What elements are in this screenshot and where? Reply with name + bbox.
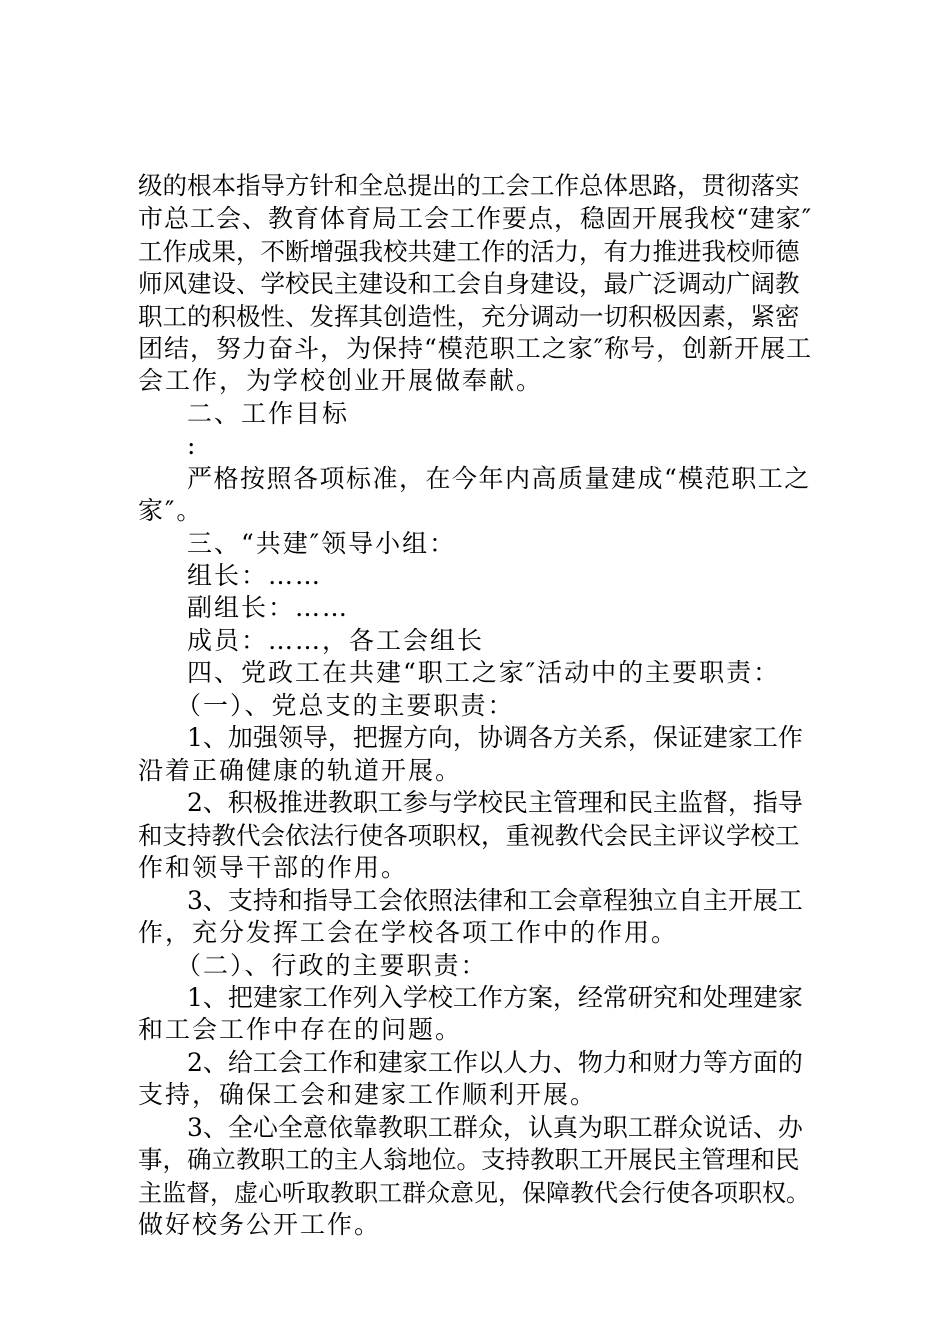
section-heading: 二、工作目标 bbox=[187, 399, 350, 428]
text-line: 3、全心全意依靠教职工群众，认真为职工群众说话、办 bbox=[187, 1113, 803, 1142]
text-line: 沿着正确健康的轨道开展。 bbox=[138, 756, 463, 785]
text-line: 作和领导干部的作用。 bbox=[138, 853, 409, 882]
text-line: 作，充分发挥工会在学校各项工作中的作用。 bbox=[138, 918, 679, 947]
text-line: 师风建设、学校民主建设和工会自身建设，最广泛调动广阔教 bbox=[138, 269, 800, 298]
subsection-heading: （一）、党总支的主要职责： bbox=[176, 691, 515, 720]
text-line: 2、给工会工作和建家工作以人力、物力和财力等方面的 bbox=[187, 1048, 803, 1077]
text-line: 做好校务公开工作。 bbox=[138, 1210, 382, 1239]
text-line: 严格按照各项标准，在今年内高质量建成“模范职工之 bbox=[187, 464, 811, 493]
text-line: 3、支持和指导工会依照法律和工会章程独立自主开展工 bbox=[187, 886, 803, 915]
text-line: 组长：…… bbox=[187, 561, 323, 590]
text-line: 会工作，为学校创业开展做奉献。 bbox=[138, 366, 544, 395]
text-line: 1、加强领导，把握方向，协调各方关系，保证建家工作 bbox=[187, 723, 803, 752]
section-heading: 四、党政工在共建“职工之家″活动中的主要职责： bbox=[187, 658, 781, 687]
text-line: 1、把建家工作列入学校工作方案，经常研究和处理建家 bbox=[187, 983, 803, 1012]
text-line: 工作成果，不断增强我校共建工作的活力，有力推进我校师德 bbox=[138, 237, 800, 266]
text-line: 支持，确保工会和建家工作顺利开展。 bbox=[138, 1080, 598, 1109]
text-line: 团结，努力奋斗，为保持“模范职工之家″称号，创新开展工 bbox=[138, 334, 813, 363]
text-line: 主监督，虚心听取教职工群众意见，保障教代会行使各项职权。 bbox=[138, 1179, 810, 1207]
subsection-heading: （二）、行政的主要职责： bbox=[176, 951, 488, 980]
text-line: 2、积极推进教职工参与学校民主管理和民主监督，指导 bbox=[187, 788, 803, 817]
text-line: 事，确立教职工的主人翁地位。支持教职工开展民主管理和民 bbox=[138, 1145, 800, 1174]
section-heading: 三、“共建″领导小组： bbox=[187, 529, 457, 558]
text-line: : bbox=[187, 431, 198, 460]
text-line: 级的根本指导方针和全总提出的工会工作总体思路，贯彻落实 bbox=[138, 171, 800, 200]
text-line: 市总工会、教育体育局工会工作要点，稳固开展我校“建家″ bbox=[138, 204, 813, 233]
text-line: 成员：……，各工会组长 bbox=[187, 626, 485, 655]
text-line: 和工会工作中存在的问题。 bbox=[138, 1015, 463, 1044]
text-line: 家″。 bbox=[138, 496, 204, 525]
text-line: 副组长：…… bbox=[187, 593, 350, 622]
text-line: 职工的积极性、发挥其创造性，充分调动一切积极因素，紧密 bbox=[138, 302, 800, 331]
text-line: 和支持教代会依法行使各项职权，重视教代会民主评议学校工 bbox=[138, 821, 800, 850]
